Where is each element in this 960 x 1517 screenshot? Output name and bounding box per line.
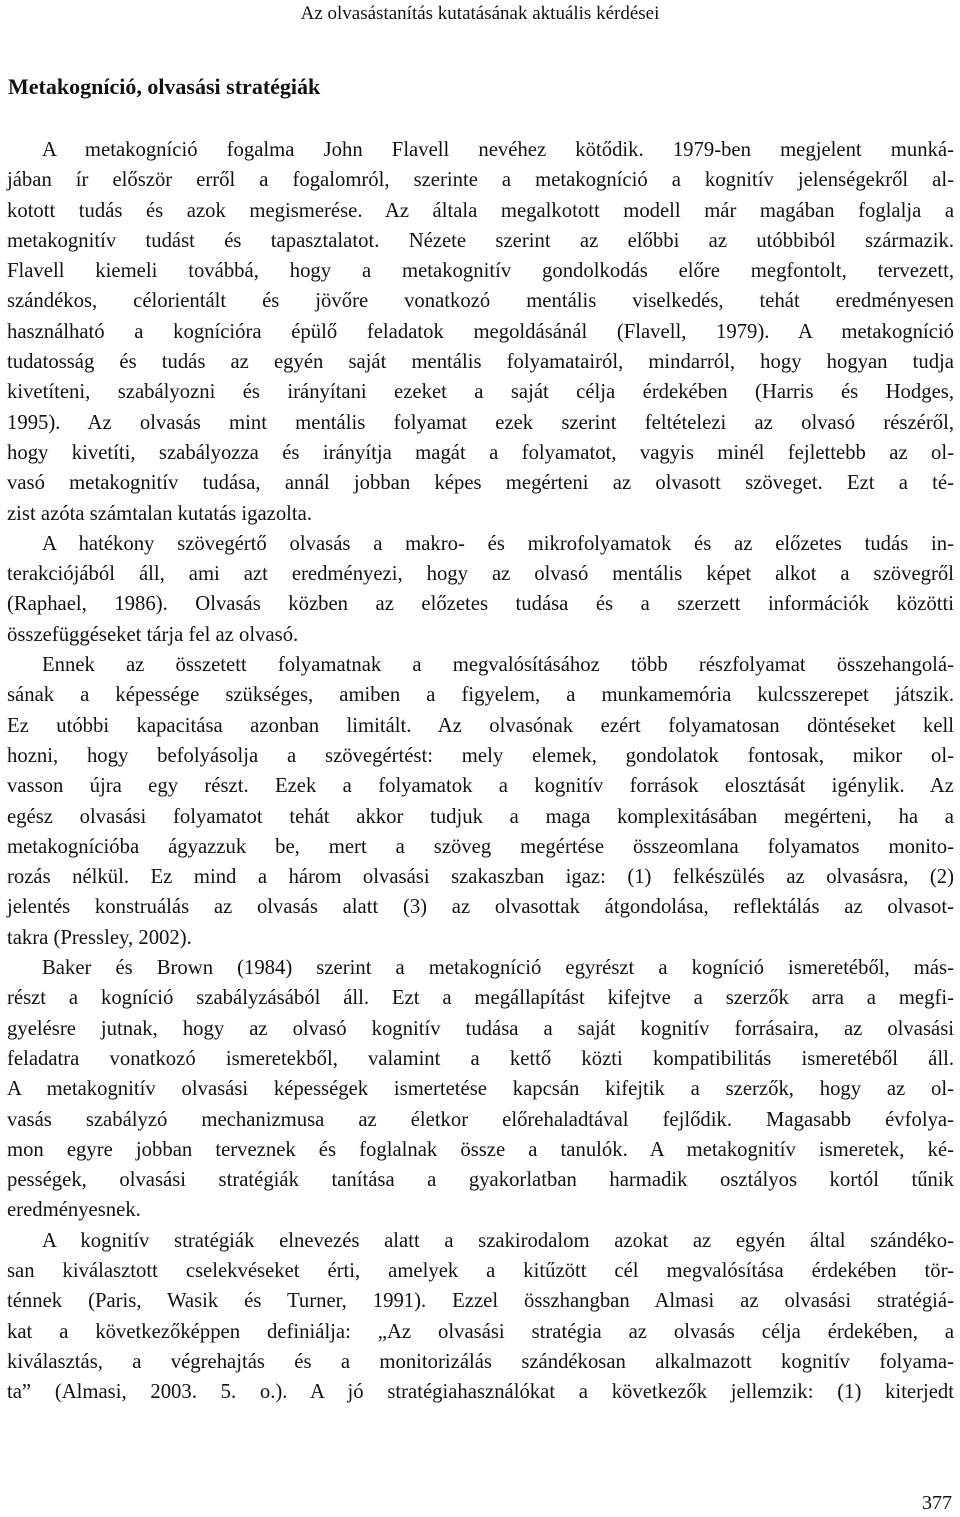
text-line: (Raphael, 1986). Olvasás közben az előzetes tudása és a szerzett információk közötti [7, 593, 954, 616]
text-line: Ez utóbbi kapacitása azonban limitált. Az olvasónak ezért folyamatosan döntéseket kell [7, 714, 954, 737]
text-line: mon egyre jobban terveznek és foglalnak össze a tanulók. A metakognitív ismeretek, ké- [7, 1138, 954, 1161]
text-line: vasás szabályzó mechanizmusa az életkor előrehaladtával fejlődik. Magasabb évfolya- [7, 1108, 954, 1131]
text-line: kotott tudás és azok megismerése. Az általa megalkotott modell már magában foglalja a [7, 199, 954, 222]
text-line: ta” (Almasi, 2003. 5. o.). A jó stratégiahasználókat a következők jellemzik: (1) kiterjedt [7, 1381, 954, 1404]
text-line: részt a kogníció szabályzásából áll. Ezt a megállapítást kifejtve a szerzők arra a megfi- [7, 987, 954, 1010]
text-line: metakognícióba ágyazzuk be, mert a szöveg megértése összeomlana folyamatos monito- [7, 835, 954, 858]
text-line: vasson újra egy részt. Ezek a folyamatok a kognitív források elosztását igénylik. Az [7, 775, 954, 798]
text-line: A hatékony szövegértő olvasás a makro- és mikrofolyamatok és az előzetes tudás in- [42, 532, 954, 555]
text-line: kiválasztás, a végrehajtás és a monitorizálás szándékosan alkalmazott kognitív folyama- [7, 1350, 954, 1373]
text-line: összefüggéseket tárja fel az olvasó. [7, 623, 299, 646]
text-line: rozás nélkül. Ez mind a három olvasási szakaszban igaz: (1) felkészülés az olvasásra, (2) [7, 866, 954, 889]
text-line: hozni, hogy befolyásolja a szövegértést: mely elemek, gondolatok fontosak, mikor ol- [7, 744, 954, 767]
text-line: kat a következőképpen definiálja: „Az olvasási stratégia az olvasás célja érdekében, a [7, 1320, 954, 1343]
section-title: Metakogníció, olvasási stratégiák [8, 74, 321, 99]
text-line: jában ír először erről a fogalomról, szerinte a metakogníció a kognitív jelenségekről al- [7, 169, 954, 192]
paragraph [7, 1226, 954, 1408]
text-line: A kognitív stratégiák elnevezés alatt a szakirodalom azokat az egyén által szándéko- [42, 1229, 954, 1252]
text-line: terakciójából áll, ami azt eredményezi, hogy az olvasó mentális képet alkot a szövegről [7, 563, 954, 586]
text-line: gyelésre jutnak, hogy az olvasó kognitív tudása a saját kognitív forrásaira, az olvasási [7, 1017, 954, 1040]
page-number: 377 [922, 1492, 952, 1514]
paragraph [7, 650, 954, 953]
text-line: tudatosság és tudás az egyén saját mentális folyamatairól, mindarról, hogy hogyan tudja [7, 351, 954, 374]
text-line: 1995). Az olvasás mint mentális folyamat ezek szerint feltételezi az olvasó részéről, [7, 411, 954, 434]
text-line: Flavell kiemeli továbbá, hogy a metakognitív gondolkodás előre megfontolt, tervezett, [7, 260, 954, 283]
text-line: zist azóta számtalan kutatás igazolta. [7, 502, 313, 525]
text-line: vasó metakognitív tudása, annál jobban képes megérteni az olvasott szöveget. Ezt a té- [7, 472, 954, 495]
text-line: Ennek az összetett folyamatnak a megvalósításához több részfolyamat összehangolá- [42, 654, 954, 677]
text-line: A metakognitív olvasási képességek ismertetése kapcsán kifejtik a szerzők, hogy az ol- [7, 1078, 954, 1101]
paragraph [7, 135, 954, 529]
text-line: takra (Pressley, 2002). [7, 926, 192, 949]
text-line: metakognitív tudást és tapasztalatot. Nézete szerint az előbbi az utóbbiból származik. [7, 229, 954, 252]
text-line: egész olvasási folyamatot tehát akkor tudjuk a maga komplexitásában megérteni, ha a [7, 805, 954, 828]
text-line: hogy kivetíti, szabályozza és irányítja magát a folyamatot, vagyis minél fejlettebb az ol- [7, 441, 954, 464]
paragraph [7, 529, 954, 650]
text-line: eredményesnek. [7, 1199, 141, 1222]
text-line: A metakogníció fogalma John Flavell nevéhez kötődik. 1979-ben megjelent munká- [42, 139, 954, 161]
paragraph [7, 953, 954, 1226]
text-line: ténnek (Paris, Wasik és Turner, 1991). Ezzel összhangban Almasi az olvasási stratégiá- [7, 1290, 954, 1313]
text-line: kivetíteni, szabályozni és irányítani ezeket a saját célja érdekében (Harris és Hodges, [7, 381, 954, 404]
text-line: sának a képessége szükséges, amiben a figyelem, a munkamemória kulcsszerepet játszik. [7, 684, 954, 707]
text-line: használható a kognícióra épülő feladatok megoldásánál (Flavell, 1979). A metakogníció [7, 320, 954, 343]
text-line: feladatra vonatkozó ismeretekből, valamint a kettő közti kompatibilitás ismeretéből áll. [7, 1047, 954, 1070]
text-line: pességek, olvasási stratégiák tanítása a gyakorlatban harmadik osztályos kortól tűnik [7, 1169, 954, 1192]
text-line: szándékos, célorientált és jövőre vonatkozó mentális viselkedés, tehát eredményesen [7, 290, 954, 313]
text-line: Baker és Brown (1984) szerint a metakogníció egyrészt a kogníció ismeretéből, más- [42, 957, 954, 980]
text-line: jelentés konstruálás az olvasás alatt (3) az olvasottak átgondolása, reflektálás az olvasot- [7, 896, 954, 919]
text-line: san kiválasztott cselekvéseket érti, amelyek a kitűzött cél megvalósítása érdekében tör- [7, 1259, 954, 1282]
body-text [7, 135, 954, 1407]
running-header: Az olvasástanítás kutatásának aktuális kérdései [300, 3, 660, 24]
